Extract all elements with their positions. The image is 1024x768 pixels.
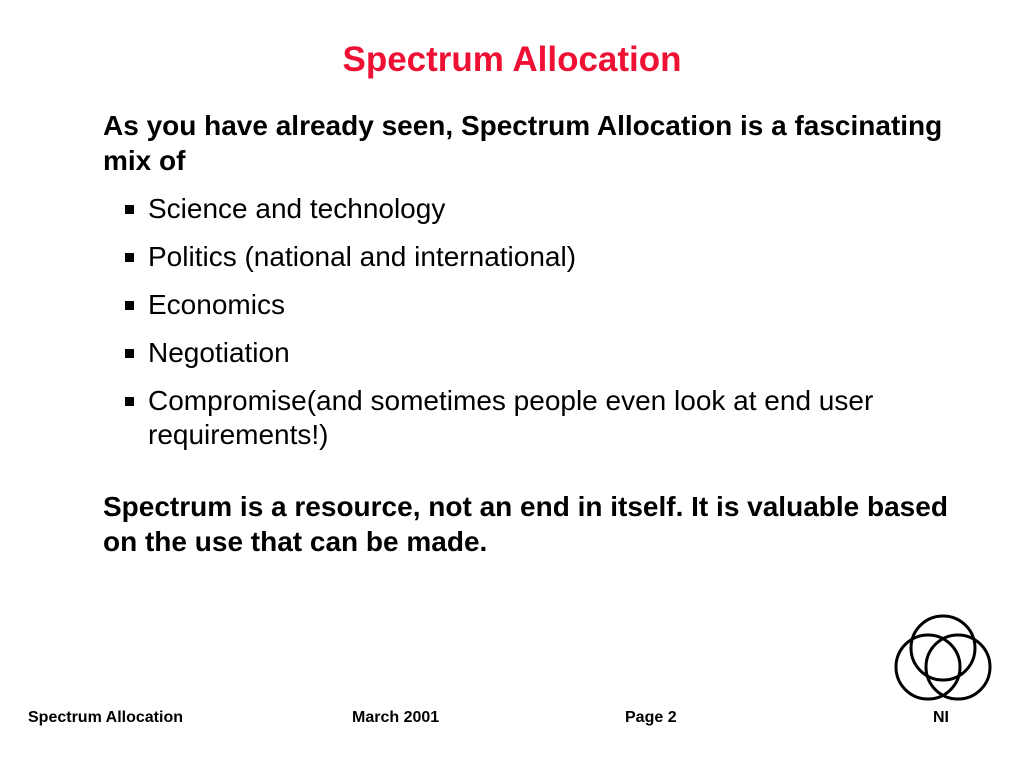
slide-footer — [0, 708, 1024, 730]
three-interlocking-circles-icon — [892, 612, 994, 702]
bullet-list — [122, 192, 972, 466]
footer-title: Spectrum Allocation — [28, 709, 183, 726]
square-bullet-icon — [125, 397, 134, 406]
footer-organization: NI — [933, 709, 949, 726]
bullet-item — [122, 192, 972, 226]
closing-statement: Spectrum is a resource, not an end in itself. It is valuable based on the use that can be made. — [103, 491, 948, 557]
bullet-text: Economics — [148, 289, 285, 320]
intro-text: As you have already seen, Spectrum Allocation is a fascinating mix of — [103, 110, 943, 176]
square-bullet-icon — [125, 205, 134, 214]
logo-circle-top — [911, 616, 975, 680]
slide-title: Spectrum Allocation — [342, 40, 682, 79]
square-bullet-icon — [125, 301, 134, 310]
bullet-item — [122, 288, 972, 322]
bullet-text: Politics (national and international) — [148, 241, 577, 272]
footer-date: March 2001 — [352, 709, 440, 726]
bullet-item — [122, 240, 972, 274]
bullet-text: Negotiation — [148, 337, 290, 368]
bullet-item — [122, 384, 972, 452]
bullet-item — [122, 336, 972, 370]
logo-circle-left — [896, 635, 960, 699]
square-bullet-icon — [125, 349, 134, 358]
square-bullet-icon — [125, 253, 134, 262]
bullet-text: Compromise(and sometimes people even look at end user requirements!) — [148, 385, 874, 450]
footer-page-number: Page 2 — [625, 709, 677, 726]
logo-circle-right — [926, 635, 990, 699]
bullet-text: Science and technology — [148, 193, 446, 224]
